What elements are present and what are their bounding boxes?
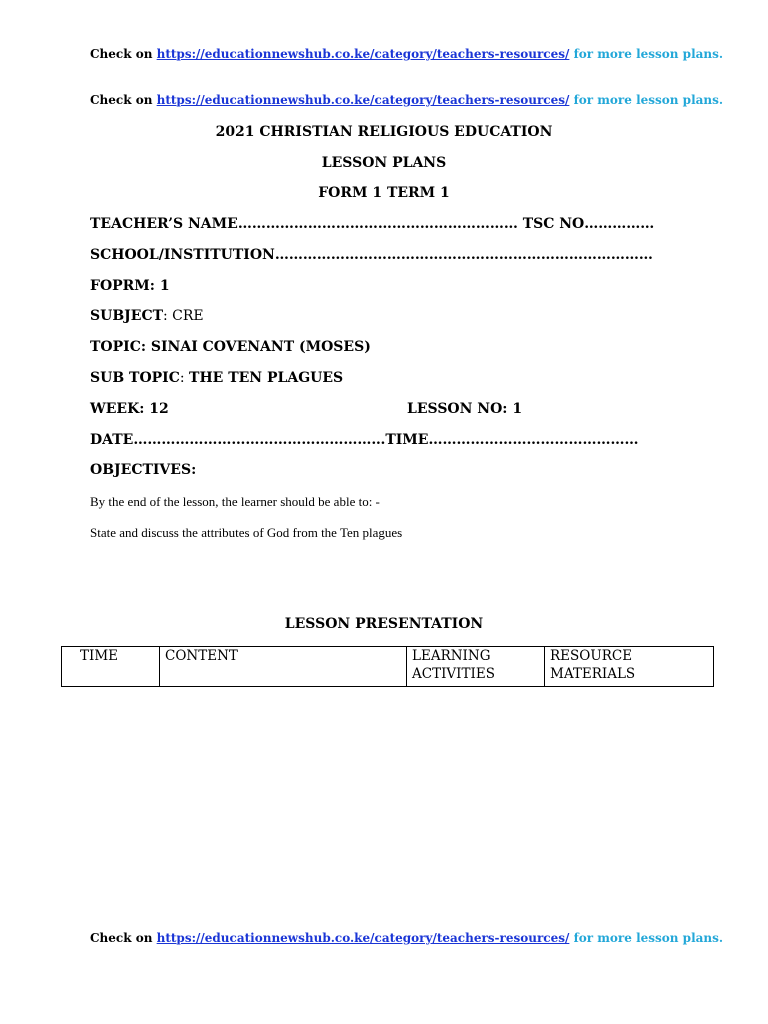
document-title: 2021 CHRISTIAN RELIGIOUS EDUCATION [215,124,553,140]
lesson-no-field: LESSON NO: 1 [407,401,523,417]
subject-label: SUBJECT [90,308,164,324]
subtopic-value-text: THE TEN PLAGUES [189,370,344,386]
subject-value: : CRE [163,308,204,324]
resources-link[interactable]: https://educationnewshub.co.ke/category/teachers-resources/ [156,93,570,107]
form-field: FOPRM: 1 [90,278,170,294]
objectives-heading: OBJECTIVES: [90,462,197,478]
objectives-intro: By the end of the lesson, the learner should be able to: - [90,494,380,509]
lesson-presentation-table [61,646,714,687]
subtopic-colon: : [179,370,190,386]
more-lesson-plans-text: for more lesson plans. [573,47,724,61]
table-header-row [62,647,714,687]
subject-field [90,308,204,324]
check-on-prefix: Check on [90,93,153,107]
more-lesson-plans-text: for more lesson plans. [573,93,724,107]
column-header-learning-activities: LEARNING ACTIVITIES [407,647,545,687]
subtopic-field [90,370,343,386]
school-field: SCHOOL/INSTITUTION……………………………………………………………………… [90,247,653,263]
topic-field: TOPIC: SINAI COVENANT (MOSES) [90,339,371,355]
week-field: WEEK: 12 [90,401,169,417]
column-header-time: TIME [62,647,160,687]
teacher-name-field: TEACHER’S NAME…………………………………………………… TSC NO…………… [90,216,655,232]
document-subtitle: LESSON PLANS [321,155,447,171]
check-on-prefix: Check on [90,931,153,945]
column-header-content: CONTENT [160,647,407,687]
check-on-prefix: Check on [90,47,153,61]
resources-link[interactable]: https://educationnewshub.co.ke/category/teachers-resources/ [156,47,570,61]
more-lesson-plans-text: for more lesson plans. [573,931,724,945]
lesson-presentation-heading: LESSON PRESENTATION [284,616,484,632]
resources-link[interactable]: https://educationnewshub.co.ke/category/teachers-resources/ [156,931,570,945]
subtopic-label: SUB TOPIC [90,370,180,386]
check-on-line-2 [90,93,723,107]
date-time-field: DATE………………………………………………TIME……………………………………… [90,432,639,448]
check-on-line-3 [90,931,723,945]
form-term-heading: FORM 1 TERM 1 [318,185,450,201]
check-on-line-1 [90,47,723,61]
column-header-resource-materials: RESOURCE MATERIALS [545,647,714,687]
objective-item: State and discuss the attributes of God from the Ten plagues [90,525,403,540]
